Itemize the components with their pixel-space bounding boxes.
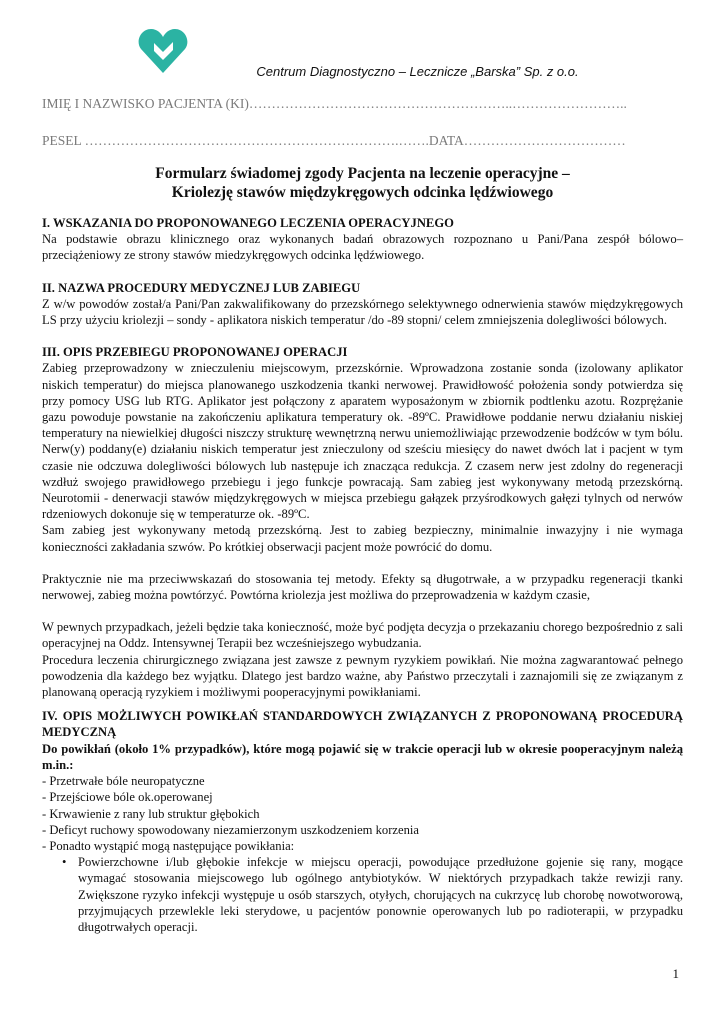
title-line-2: Kriolezję stawów międzykręgowych odcinka lędźwiowego <box>171 184 554 201</box>
section-3-paragraph: W pewnych przypadkach, jeżeli będzie taka konieczność, może być podjęta decyzja o przekazaniu chorego bezpośrednio z sali operacyjnej na Oddz. Intensywnej Terapii bez wcześniejszego wybudzania. <box>42 620 683 651</box>
list-item: - Deficyt ruchowy spowodowany niezamierzonym uszkodzeniem korzenia <box>42 822 419 837</box>
section-3-paragraph: Praktycznie nie ma przeciwwskazań do stosowania tej metody. Efekty są długotrwałe, a w przypadku regeneracji tkanki nerwowej, zabieg można powtórzyć. Powtórna kriolezja jest możliwa do przeprowadzenia w każdym czasie, <box>42 571 683 603</box>
section-4-heading: IV. OPIS MOŻLIWYCH POWIKŁAŃ STANDARDOWYCH ZWIĄZANYCH Z PROPONOWANĄ PROCEDURĄ MEDYCZNĄ <box>42 709 683 740</box>
page-number: 1 <box>672 966 679 981</box>
section-3-paragraph: Sam zabieg jest wykonywany metodą przezskórną. Jest to zabieg bezpieczny, minimalnie inwazyjny i nie wymaga konieczności zakładania szwów. Po krótkiej obserwacji pacjent może powrócić do domu. <box>42 523 683 554</box>
list-item: - Przetrwałe bóle neuropatyczne <box>42 774 205 789</box>
company-name: Centrum Diagnostyczno – Lecznicze „Barska” Sp. z o.o. <box>256 64 579 79</box>
list-item: - Przejściowe bóle ok.operowanej <box>42 790 213 805</box>
list-item: - Ponadto wystąpić mogą następujące powikłania: <box>42 838 295 853</box>
document-title <box>0 164 725 202</box>
section-2-text: Z w/w powodów został/a Pani/Pan zakwalifikowany do przezskórnego selektywnego odnerwienia stawów międzykręgowych LS przy użyciu kriolezji – sondy - aplikatora niskich temperatur /do -89 stopni/ celem zmniejszenia dolegliwości bólowych. <box>42 296 683 328</box>
document-body <box>42 215 683 935</box>
bullet-item: • Powierzchowne i/lub głębokie infekcje w miejscu operacji, powodujące przedłużone gojenie się rany, mogące wymagać stosowania miejscowego lub ogólnego antybiotyków. W niektórych przypadkach także rewizji rany. Zwiększone ryzyko infekcji występuje u osób starszych, otyłych, chorujących na cukrzycę lub chorobę nowotworową, przyjmujących przewlekle leki sterydowe, u pacjentów ponownie operowanych lub po radioterapii, w przypadku długotrwałych operacji. <box>78 854 683 935</box>
patient-name-field: IMIĘ I NAZWISKO PACJENTA (KI)…………………………………………………..…………………….. <box>42 96 627 111</box>
section-3-paragraph: Procedura leczenia chirurgicznego związana jest zawsze z pewnym ryzykiem powikłań. Nie można zagwarantować pełnego powodzenia dla każdego bez wyjątku. Dlatego jest bardzo ważne, aby Państwo przeczytali i zaznajomili się ze związanym z planowaną operacją ryzykiem i możliwymi pooperacyjnymi powikłaniami. <box>42 652 683 700</box>
list-item: - Krwawienie z rany lub struktur głębokich <box>42 806 260 821</box>
section-1-heading: I. WSKAZANIA DO PROPONOWANEGO LECZENIA OPERACYJNEGO <box>42 216 454 230</box>
section-2-heading: II. NAZWA PROCEDURY MEDYCZNEJ LUB ZABIEGU <box>42 280 361 295</box>
section-3-paragraph: Zabieg przeprowadzony w znieczuleniu miejscowym, przezskórnie. Wprowadzona zostanie sonda (izolowany aplikator niskich temperatur) do miejsca planowanego uszkodzenia tkanki nerwowej. Prawidłowość położenia sondy potwierdza się przy pomocy USG lub RTG. Aplikator jest połączony z aparatem wyposażonym w zbiornik podtlenku azotu. Rozprężanie gazu powoduje powstanie na zakończeniu aplikatura temperatury ok. -89ºC. Prawidłowe poddanie nerwu działaniu niskiej temperatury na niewielkiej długości niszczy strukturę wewnętrzną nerwu uniemożliwiając przewodzenie bodźców w tym bólu. Nerw(y) poddany(e) działaniu niskich temperatur jest znieczulony od sześciu miesięcy do nawet dwóch lat i pacjent w tym czasie nie odczuwa dolegliwości bólowych lub następuje ich znacząca redukcja. Z czasem nerw jest zdolny do regeneracji wzdłuż swojego prawidłowego przebiegu i jego funkcje powracają. Sam zabieg jest wykonywany metodą przezskórną. Neurotomii - denerwacji stawów międzykręgowych w miejsca przebiegu gałązek przyśrodkowych gałęzi tylnych od nerwów rdzeniowych dokonuje się w temperaturze ok. -89ºC. <box>42 361 683 522</box>
section-3-heading: III. OPIS PRZEBIEGU PROPONOWANEJ OPERACJI <box>42 345 348 360</box>
title-line-1: Formularz świadomej zgody Pacjenta na leczenie operacyjne – <box>155 165 570 182</box>
section-1-text: Na podstawie obrazu klinicznego oraz wykonanych badań obrazowych rozpoznano u Pani/Pana zespół bólowo–przeciążeniowy ze strony stawów miedzykręgowych odcinka lędźwiowego. <box>42 232 683 263</box>
pesel-date-field: PESEL …………………………………………………………….…….DATA……………………………… <box>42 133 626 148</box>
section-4-subheading: Do powikłań (około 1% przypadków), które mogą pojawić się w trakcie operacji lub w okresie pooperacyjnym należą m.in.: <box>42 741 683 772</box>
